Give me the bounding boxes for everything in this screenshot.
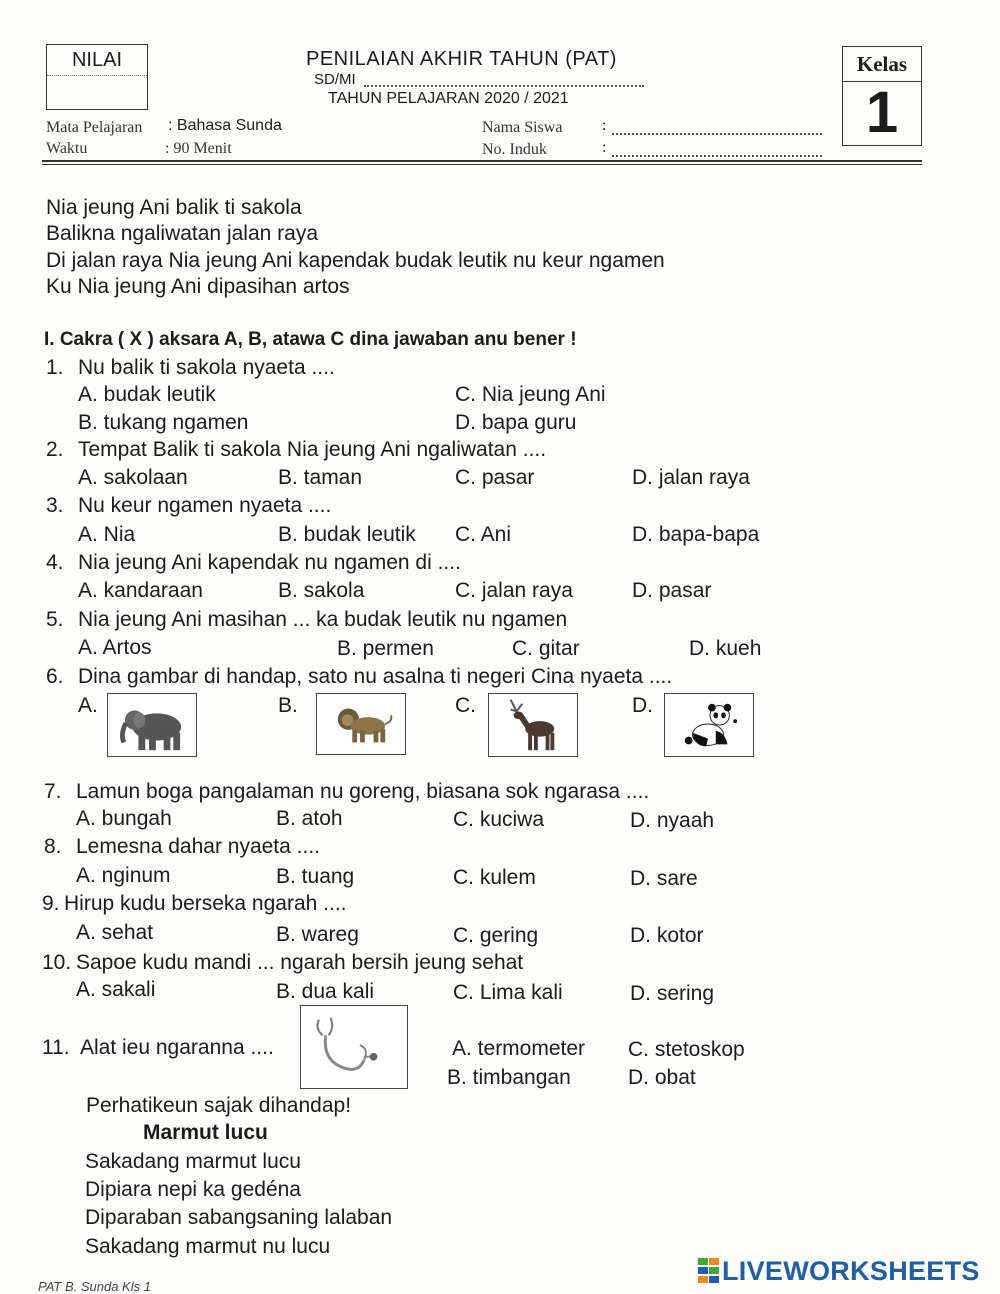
q6-option-d[interactable]: D. xyxy=(632,694,653,717)
q6-option-b[interactable]: B. xyxy=(278,694,298,717)
q4-option-d[interactable]: D. pasar xyxy=(632,579,712,602)
story-line-2: Balikna ngaliwatan jalan raya xyxy=(46,222,319,245)
poem-title: Marmut lucu xyxy=(143,1121,268,1144)
q7-option-c[interactable]: C. kuciwa xyxy=(453,808,545,831)
story-line-3: Di jalan raya Nia jeung Ani kapendak budak leutik nu keur ngamen xyxy=(46,249,665,272)
q4-option-a[interactable]: A. kandaraan xyxy=(78,579,203,602)
exam-title: PENILAIAN AKHIR TAHUN (PAT) xyxy=(306,48,617,70)
question-6-text: Dina gambar di handap, sato nu asalna ti negeri Cina nyaeta .... xyxy=(78,665,673,688)
liveworksheets-icon xyxy=(698,1258,720,1284)
q6-picture-b[interactable] xyxy=(316,693,406,755)
question-9-number: 9. xyxy=(42,892,60,915)
q11-option-d[interactable]: D. obat xyxy=(628,1066,696,1089)
q2-option-c[interactable]: C. pasar xyxy=(455,466,535,489)
q3-option-b[interactable]: B. budak leutik xyxy=(278,523,416,546)
nama-field[interactable] xyxy=(612,120,822,135)
footer-code: PAT B. Sunda Kls 1 xyxy=(38,1279,151,1294)
question-8-text: Lemesna dahar nyaeta .... xyxy=(76,835,320,858)
story-line-4: Ku Nia jeung Ani dipasihan artos xyxy=(46,275,350,298)
q3-option-c[interactable]: C. Ani xyxy=(455,523,512,546)
q7-option-d[interactable]: D. nyaah xyxy=(630,809,715,832)
q6-picture-c[interactable] xyxy=(488,693,578,757)
question-4-number: 4. xyxy=(46,551,64,574)
q8-option-c[interactable]: C. kulem xyxy=(453,866,536,889)
q10-option-c[interactable]: C. Lima kali xyxy=(453,981,563,1004)
story-line-1: Nia jeung Ani balik ti sakola xyxy=(46,196,302,219)
q9-option-d[interactable]: D. kotor xyxy=(630,924,704,947)
lion-icon xyxy=(317,694,405,754)
question-9-text: Hirup kudu berseka ngarah .... xyxy=(64,892,347,915)
q10-option-d[interactable]: D. sering xyxy=(630,982,715,1005)
q9-option-a[interactable]: A. sehat xyxy=(76,921,154,944)
q11-option-c[interactable]: C. stetoskop xyxy=(628,1038,745,1061)
question-7-text: Lamun boga pangalaman nu goreng, biasana sok ngarasa .... xyxy=(76,780,650,803)
q5-option-a[interactable]: A. Artos xyxy=(78,636,152,659)
induk-colon: : xyxy=(602,139,607,156)
nama-colon: : xyxy=(602,117,607,134)
q1-option-c[interactable]: C. Nia jeung Ani xyxy=(455,383,606,406)
q2-option-b[interactable]: B. taman xyxy=(278,466,363,489)
question-4-text: Nia jeung Ani kapendak nu ngamen di .... xyxy=(78,551,461,574)
q11-option-b[interactable]: B. timbangan xyxy=(447,1066,571,1089)
q6-picture-a[interactable] xyxy=(107,693,197,757)
nilai-label: NILAI xyxy=(47,45,147,76)
q1-option-a[interactable]: A. budak leutik xyxy=(78,383,216,406)
school-label: SD/MI xyxy=(314,71,356,88)
question-2-text: Tempat Balik ti sakola Nia jeung Ani ngaliwatan .... xyxy=(78,438,547,461)
header-rule-2 xyxy=(42,164,922,165)
q10-option-b[interactable]: B. dua kali xyxy=(276,980,375,1003)
q10-option-a[interactable]: A. sakali xyxy=(76,978,156,1001)
poem-line-1: Sakadang marmut lucu xyxy=(85,1150,301,1173)
poem-line-4: Sakadang marmut nu lucu xyxy=(85,1235,331,1258)
question-1-number: 1. xyxy=(46,356,64,379)
q3-option-d[interactable]: D. bapa-bapa xyxy=(632,523,760,546)
kelas-box xyxy=(842,46,922,146)
brand-text: LIVEWORKSHEETS xyxy=(722,1256,980,1286)
q1-option-b[interactable]: B. tukang ngamen xyxy=(78,411,249,434)
poem-intro: Perhatikeun sajak dihandap! xyxy=(86,1094,352,1117)
question-11-text: Alat ieu ngaranna .... xyxy=(80,1036,274,1059)
nama-label: Nama Siswa xyxy=(482,119,563,136)
school-year: TAHUN PELAJARAN 2020 / 2021 xyxy=(328,90,569,107)
waktu-label: Waktu xyxy=(46,140,88,157)
question-10-number: 10. xyxy=(42,951,72,974)
question-8-number: 8. xyxy=(44,835,62,858)
q6-option-c[interactable]: C. xyxy=(455,694,476,717)
q6-picture-d[interactable] xyxy=(664,693,754,757)
panda-icon xyxy=(665,694,753,756)
q6-option-a[interactable]: A. xyxy=(78,694,98,717)
question-3-text: Nu keur ngamen nyaeta .... xyxy=(78,494,332,517)
question-7-number: 7. xyxy=(44,780,62,803)
q3-option-a[interactable]: A. Nia xyxy=(78,523,136,546)
q4-option-c[interactable]: C. jalan raya xyxy=(455,579,573,602)
q9-option-c[interactable]: C. gering xyxy=(453,924,539,947)
question-10-text: Sapoe kudu mandi ... ngarah bersih jeung sehat xyxy=(76,951,524,974)
question-3-number: 3. xyxy=(46,494,64,517)
question-11-number: 11. xyxy=(42,1036,70,1059)
q11-option-a[interactable]: A. termometer xyxy=(452,1037,586,1060)
header-rule-1 xyxy=(42,160,922,162)
mapel-label: Mata Pelajaran xyxy=(46,119,143,136)
waktu-value: : 90 Menit xyxy=(165,140,232,157)
poem-line-3: Diparaban sabangsaning lalaban xyxy=(85,1206,393,1229)
q7-option-b[interactable]: B. atoh xyxy=(276,807,343,830)
poem-line-2: Dipiara nepi ka gedéna xyxy=(85,1178,301,1201)
section-title: I. Cakra ( X ) aksara A, B, atawa C dina jawaban anu bener ! xyxy=(44,329,577,350)
nilai-box xyxy=(46,44,148,110)
question-2-number: 2. xyxy=(46,438,64,461)
q5-option-d[interactable]: D. kueh xyxy=(689,637,762,660)
mapel-value: : Bahasa Sunda xyxy=(168,117,282,134)
q2-option-a[interactable]: A. sakolaan xyxy=(78,466,188,489)
q7-option-a[interactable]: A. bungah xyxy=(76,807,172,830)
q1-option-d[interactable]: D. bapa guru xyxy=(455,411,577,434)
q8-option-a[interactable]: A. nginum xyxy=(76,864,171,887)
question-5-number: 5. xyxy=(46,608,64,631)
question-5-text: Nia jeung Ani masihan ... ka budak leutik nu ngamen xyxy=(78,608,568,631)
q9-option-b[interactable]: B. wareg xyxy=(276,923,359,946)
q2-option-d[interactable]: D. jalan raya xyxy=(632,466,750,489)
q8-option-b[interactable]: B. tuang xyxy=(276,865,355,888)
q5-option-b[interactable]: B. permen xyxy=(337,637,434,660)
kelas-label: Kelas xyxy=(843,47,921,82)
deer-icon xyxy=(489,694,577,756)
elephant-icon xyxy=(108,694,196,756)
question-1-text: Nu balik ti sakola nyaeta .... xyxy=(78,356,335,379)
induk-label: No. Induk xyxy=(482,141,547,158)
kelas-number: 1 xyxy=(865,80,899,145)
induk-field[interactable] xyxy=(612,142,822,157)
q8-option-d[interactable]: D. sare xyxy=(630,867,698,890)
stethoscope-icon xyxy=(301,1006,407,1088)
school-dots xyxy=(364,72,644,87)
q11-picture xyxy=(300,1005,408,1089)
q4-option-b[interactable]: B. sakola xyxy=(278,579,365,602)
question-6-number: 6. xyxy=(46,665,64,688)
q5-option-c[interactable]: C. gitar xyxy=(512,637,580,660)
